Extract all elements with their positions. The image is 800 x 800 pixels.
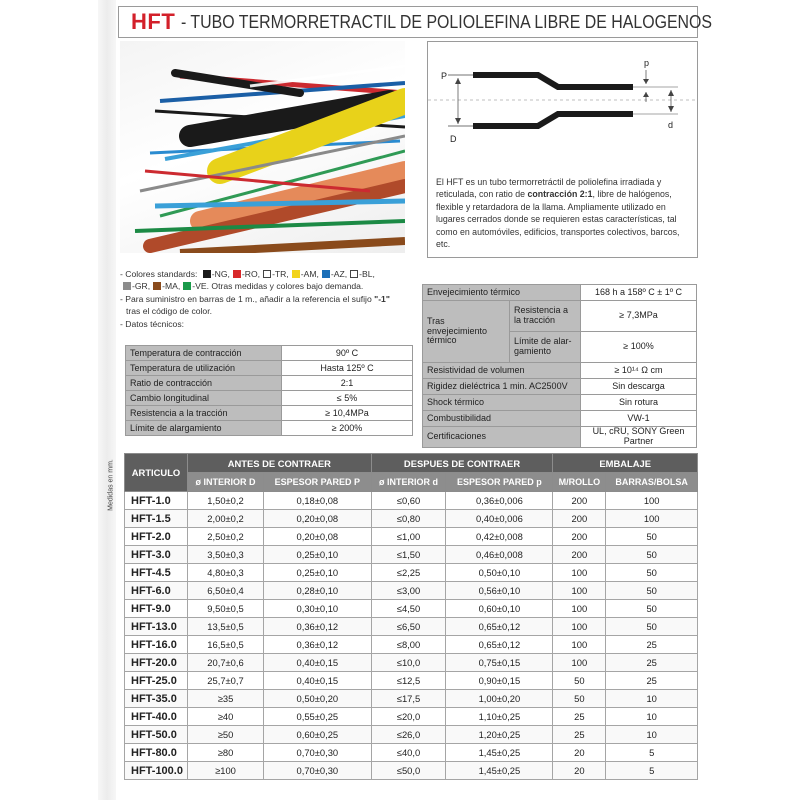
table-cell: 0,25±0,10	[264, 546, 372, 564]
table-row	[423, 379, 697, 395]
tech-property: Resistencia a la tracción	[126, 406, 282, 421]
table-cell: 10	[606, 708, 698, 726]
article-code: HFT-80.0	[125, 744, 188, 762]
article-code: HFT-4.5	[125, 564, 188, 582]
description-text-a: El HFT es un tubo termorretráctil de poliolefina irradiada y reticulada, con ratio de	[436, 177, 662, 200]
table-cell: 0,56±0,10	[446, 582, 553, 600]
table-row	[423, 285, 697, 301]
table-cell: 0,50±0,20	[264, 690, 372, 708]
table-cell: 1,20±0,25	[446, 726, 553, 744]
tech-value: ≥ 200%	[282, 421, 413, 436]
after-aging-sub-label: Límite de alar-gamiento	[510, 332, 581, 363]
table-cell: 2,50±0,2	[188, 528, 264, 546]
table-cell: ≥40	[188, 708, 264, 726]
table-cell: ≥100	[188, 762, 264, 780]
table-row	[125, 528, 698, 546]
bar-supply-line-2	[120, 305, 416, 317]
table-cell: 4,80±0,3	[188, 564, 264, 582]
table-row	[126, 421, 413, 436]
color-swatches-2	[120, 281, 209, 291]
color-code: -GR,	[132, 281, 151, 292]
group-despues: DESPUES DE CONTRAER	[371, 454, 553, 473]
table-cell: 25	[553, 726, 606, 744]
table-cell: 1,00±0,20	[446, 690, 553, 708]
table-cell: 0,40±0,006	[446, 510, 553, 528]
tech-value: ≥ 10,4MPa	[282, 406, 413, 421]
table-cell: ≤17,5	[371, 690, 446, 708]
table-cell: 50	[606, 564, 698, 582]
table-row	[125, 690, 698, 708]
table-cell: 10	[606, 690, 698, 708]
title-description: - TUBO TERMORRETRACTIL DE POLIOLEFINA LIBRE DE HALOGENOS	[181, 11, 713, 32]
table-cell: 1,50±0,2	[188, 492, 264, 510]
table-cell: 3,50±0,3	[188, 546, 264, 564]
article-code: HFT-2.0	[125, 528, 188, 546]
after-aging-sub-label: Resistencia a la tracción	[510, 301, 581, 332]
table-subheader-row	[125, 473, 698, 492]
color-code: -AM,	[300, 269, 319, 279]
table-cell: 100	[553, 564, 606, 582]
table-cell: 9,50±0,5	[188, 600, 264, 618]
table-cell: ≤10,0	[371, 654, 446, 672]
table-row	[125, 510, 698, 528]
table-row	[125, 654, 698, 672]
bar-supply-line	[120, 293, 416, 305]
article-code: HFT-13.0	[125, 618, 188, 636]
color-swatch	[322, 270, 330, 278]
tech-property: Certificaciones	[423, 427, 581, 448]
color-code: -MA,	[162, 281, 181, 292]
article-code: HFT-40.0	[125, 708, 188, 726]
table-cell: ≤2,25	[371, 564, 446, 582]
table-row	[423, 395, 697, 411]
tech-property: Límite de alargamiento	[126, 421, 282, 436]
table-row	[125, 564, 698, 582]
table-cell: ≤6,50	[371, 618, 446, 636]
table-cell: 0,70±0,30	[264, 762, 372, 780]
color-code: -TR,	[272, 269, 289, 279]
table-row	[125, 492, 698, 510]
table-cell: 10	[606, 726, 698, 744]
description-text-b: , libre de halógenos, flexible y retardadora de la llama. Ampliamente utilizado en lugares cerrados donde se requieren estas características, tal como en automóviles, edificios, transportes colectivos, barcos, etc.	[436, 189, 680, 250]
tech-property: Temperatura de utilización	[126, 361, 282, 376]
col-header: M/ROLLO	[553, 473, 606, 492]
color-code: -AZ,	[330, 269, 348, 279]
table-row	[125, 672, 698, 690]
after-aging-sub-value: ≥ 100%	[581, 332, 697, 363]
table-cell: 0,30±0,10	[264, 600, 372, 618]
table-cell: 25	[606, 636, 698, 654]
table-cell: 1,45±0,25	[446, 762, 553, 780]
table-row	[125, 636, 698, 654]
color-swatch	[263, 270, 271, 278]
table-row	[126, 376, 413, 391]
table-cell: 0,60±0,25	[264, 726, 372, 744]
group-embalaje: EMBALAJE	[553, 454, 698, 473]
article-code: HFT-3.0	[125, 546, 188, 564]
color-swatch	[350, 270, 358, 278]
table-row	[423, 363, 697, 379]
table-row	[126, 361, 413, 376]
color-swatch	[233, 270, 241, 278]
table-cell: 0,46±0,008	[446, 546, 553, 564]
tech-property: Temperatura de contracción	[126, 346, 282, 361]
col-header: BARRAS/BOLSA	[606, 473, 698, 492]
product-photo	[120, 41, 405, 253]
color-swatch	[123, 282, 131, 290]
description-ratio: contracción 2:1	[527, 189, 593, 200]
table-cell: 0,75±0,15	[446, 654, 553, 672]
table-cell: ≤50,0	[371, 762, 446, 780]
col-header: ESPESOR PARED P	[264, 473, 372, 492]
article-code: HFT-1.5	[125, 510, 188, 528]
page-shadow-strip	[98, 0, 116, 800]
table-cell: ≥35	[188, 690, 264, 708]
tech-table-left	[125, 345, 413, 436]
spec-notes	[120, 268, 416, 330]
color-swatches	[200, 269, 375, 279]
table-cell: ≤4,50	[371, 600, 446, 618]
table-cell: 50	[606, 546, 698, 564]
group-antes: ANTES DE CONTRAER	[188, 454, 372, 473]
table-cell: 100	[606, 510, 698, 528]
table-header-row	[125, 454, 698, 473]
tech-data-heading	[120, 318, 416, 330]
heat-shrink-tubes-illustration	[120, 41, 405, 253]
table-row	[125, 600, 698, 618]
table-cell: 100	[606, 492, 698, 510]
title-product-code: HFT	[131, 9, 176, 34]
table-cell: 0,36±0,006	[446, 492, 553, 510]
article-code: HFT-6.0	[125, 582, 188, 600]
tech-property: Combustibilidad	[423, 411, 581, 427]
dimension-diagram-box	[427, 41, 698, 258]
tech-value: UL, cRU, SONY Green Partner	[581, 427, 697, 448]
table-cell: 50	[606, 600, 698, 618]
table-row	[126, 346, 413, 361]
table-cell: 0,55±0,25	[264, 708, 372, 726]
color-code: -NG,	[211, 269, 230, 279]
bar-supply-text: - Para suministro en barras de 1 m., añadir a la referencia el sufijo	[120, 293, 375, 304]
table-cell: ≤3,00	[371, 582, 446, 600]
aging-label: Envejecimiento térmico	[423, 285, 581, 301]
table-cell: ≤20,0	[371, 708, 446, 726]
table-cell: ≥80	[188, 744, 264, 762]
tech-value: Sin descarga	[581, 379, 697, 395]
tech-value: 2:1	[282, 376, 413, 391]
table-cell: 0,36±0,12	[264, 618, 372, 636]
bar-supply-suffix: "-1"	[374, 293, 390, 304]
table-cell: 5	[606, 762, 698, 780]
table-cell: 100	[553, 600, 606, 618]
article-code: HFT-25.0	[125, 672, 188, 690]
table-cell: 0,42±0,008	[446, 528, 553, 546]
table-cell: 0,28±0,10	[264, 582, 372, 600]
table-cell: 200	[553, 546, 606, 564]
table-cell: 200	[553, 510, 606, 528]
after-aging-label: Tras envejecimiento térmico	[423, 301, 510, 363]
col-articulo: ARTICULO	[125, 454, 188, 492]
units-label: Medidas en mm.	[107, 459, 115, 511]
table-cell: 200	[553, 492, 606, 510]
table-cell: 0,70±0,30	[264, 744, 372, 762]
units-side-label	[103, 455, 119, 515]
table-cell: 100	[553, 636, 606, 654]
table-cell: ≤8,00	[371, 636, 446, 654]
color-swatch	[153, 282, 161, 290]
table-cell: 0,20±0,08	[264, 510, 372, 528]
color-code: -BL,	[359, 269, 375, 279]
article-code: HFT-35.0	[125, 690, 188, 708]
table-cell: 5	[606, 744, 698, 762]
table-cell: 50	[553, 672, 606, 690]
table-cell: 0,40±0,15	[264, 672, 372, 690]
tech-property: Cambio longitudinal	[126, 391, 282, 406]
article-code: HFT-9.0	[125, 600, 188, 618]
table-cell: 13,5±0,5	[188, 618, 264, 636]
table-cell: 20,7±0,6	[188, 654, 264, 672]
table-cell: ≤1,50	[371, 546, 446, 564]
colors-note: Otras medidas y colores bajo demanda.	[211, 281, 364, 292]
table-cell: 100	[553, 654, 606, 672]
table-cell: 50	[606, 528, 698, 546]
col-header: ø INTERIOR d	[371, 473, 446, 492]
table-cell: 0,50±0,10	[446, 564, 553, 582]
table-row	[125, 618, 698, 636]
table-cell: ≤0,60	[371, 492, 446, 510]
aging-value: 168 h a 158º C ± 1º C	[581, 285, 697, 301]
table-cell: 16,5±0,5	[188, 636, 264, 654]
tech-property: Shock térmico	[423, 395, 581, 411]
color-swatch	[203, 270, 211, 278]
color-swatch	[183, 282, 191, 290]
table-row	[126, 391, 413, 406]
table-row	[125, 582, 698, 600]
col-header: ø INTERIOR D	[188, 473, 264, 492]
colors-line	[120, 268, 416, 280]
table-cell: 1,45±0,25	[446, 744, 553, 762]
table-row	[125, 546, 698, 564]
table-cell: 0,36±0,12	[264, 636, 372, 654]
color-swatch	[292, 270, 300, 278]
table-row	[423, 411, 697, 427]
dimensions-table	[124, 453, 698, 780]
tech-table-right	[422, 284, 697, 448]
table-cell: 200	[553, 528, 606, 546]
table-cell: 50	[606, 582, 698, 600]
diagram-label-d: d	[668, 120, 674, 130]
tube-dimension-diagram	[428, 42, 697, 172]
color-code: -VE.	[192, 281, 209, 292]
tech-property: Ratio de contracción	[126, 376, 282, 391]
table-cell: 0,25±0,10	[264, 564, 372, 582]
table-row	[125, 744, 698, 762]
diagram-label-P: P	[441, 71, 448, 81]
bar-supply-text-2: tras el código de color.	[126, 306, 212, 317]
product-description	[436, 176, 690, 251]
table-cell: 2,00±0,2	[188, 510, 264, 528]
tech-value: VW-1	[581, 411, 697, 427]
table-cell: 0,40±0,15	[264, 654, 372, 672]
table-cell: 25	[606, 654, 698, 672]
article-code: HFT-100.0	[125, 762, 188, 780]
tech-property: Rigidez dieléctrica 1 min. AC2500V	[423, 379, 581, 395]
page-title	[118, 6, 713, 38]
table-cell: 0,65±0,12	[446, 636, 553, 654]
table-row	[126, 406, 413, 421]
diagram-label-D: D	[450, 134, 457, 144]
tech-data-label: - Datos técnicos:	[120, 318, 184, 329]
table-cell: 0,18±0,08	[264, 492, 372, 510]
table-row	[125, 762, 698, 780]
diagram-label-p: p	[644, 58, 650, 68]
colors-intro: - Colores standards:	[120, 269, 198, 279]
table-cell: 25	[606, 672, 698, 690]
table-cell: 25,7±0,7	[188, 672, 264, 690]
article-code: HFT-1.0	[125, 492, 188, 510]
table-cell: 0,90±0,15	[446, 672, 553, 690]
after-aging-sub-value: ≥ 7,3MPa	[581, 301, 697, 332]
tech-value: Sin rotura	[581, 395, 697, 411]
table-cell: ≤12,5	[371, 672, 446, 690]
table-cell: 25	[553, 708, 606, 726]
table-cell: 50	[606, 618, 698, 636]
tech-value: Hasta 125º C	[282, 361, 413, 376]
colors-line-2	[120, 280, 416, 292]
tech-property: Resistividad de volumen	[423, 363, 581, 379]
table-cell: 100	[553, 618, 606, 636]
table-cell: ≤40,0	[371, 744, 446, 762]
col-header: ESPESOR PARED p	[446, 473, 553, 492]
table-cell: 6,50±0,4	[188, 582, 264, 600]
color-code: -RO,	[241, 269, 261, 279]
table-row	[423, 427, 697, 448]
tech-value: ≥ 10¹⁴ Ω cm	[581, 363, 697, 379]
article-code: HFT-50.0	[125, 726, 188, 744]
table-row	[125, 708, 698, 726]
article-code: HFT-20.0	[125, 654, 188, 672]
tech-value: 90º C	[282, 346, 413, 361]
table-row	[125, 726, 698, 744]
table-cell: ≤0,80	[371, 510, 446, 528]
tech-value: ≤ 5%	[282, 391, 413, 406]
table-cell: ≤1,00	[371, 528, 446, 546]
table-cell: 20	[553, 744, 606, 762]
table-cell: 0,20±0,08	[264, 528, 372, 546]
table-cell: ≥50	[188, 726, 264, 744]
table-cell: 1,10±0,25	[446, 708, 553, 726]
table-cell: 20	[553, 762, 606, 780]
table-cell: 50	[553, 690, 606, 708]
table-cell: 0,60±0,10	[446, 600, 553, 618]
article-code: HFT-16.0	[125, 636, 188, 654]
table-cell: 0,65±0,12	[446, 618, 553, 636]
table-row	[423, 301, 697, 332]
table-cell: ≤26,0	[371, 726, 446, 744]
table-cell: 100	[553, 582, 606, 600]
